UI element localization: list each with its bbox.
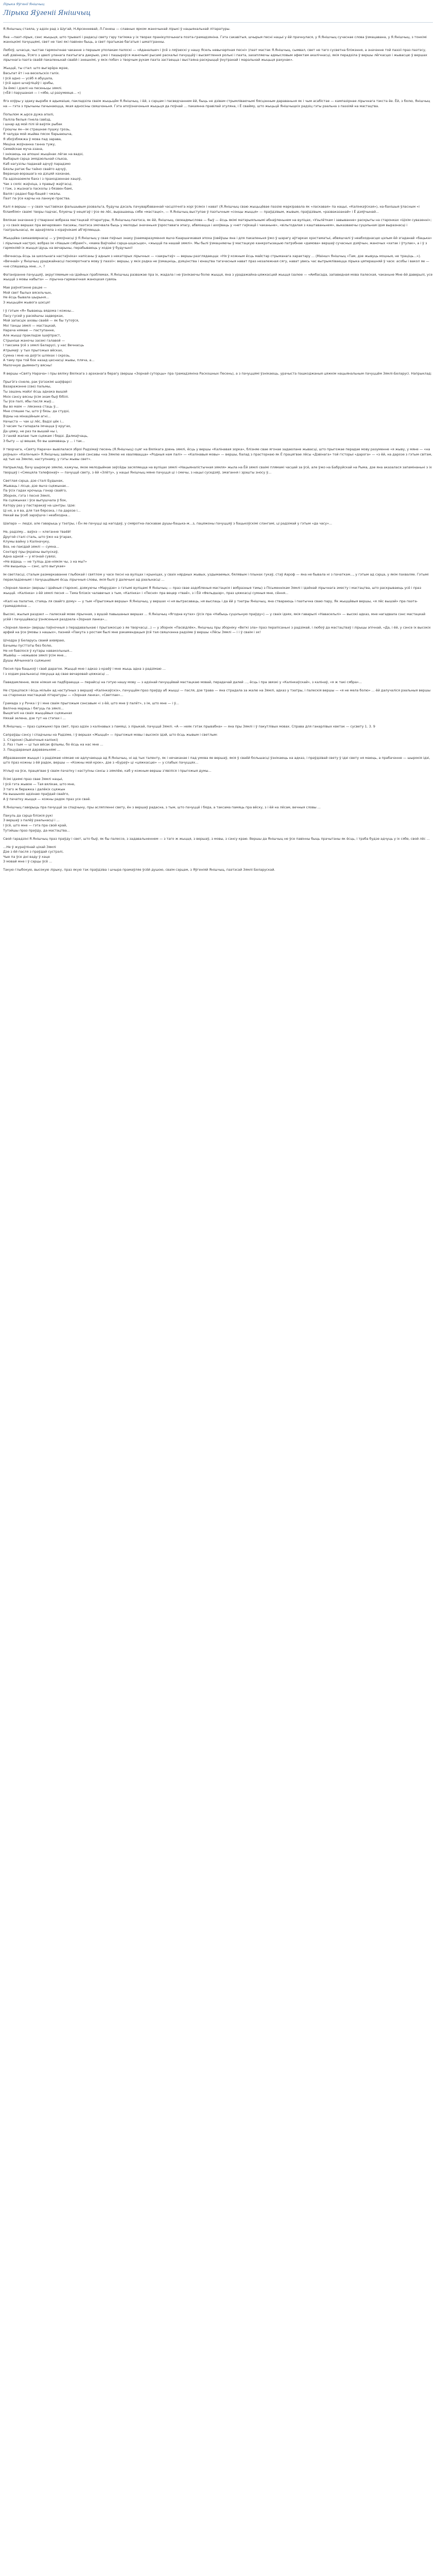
breadcrumb-section-link[interactable]: Лірыка: [3, 2, 15, 6]
article-paragraph: Я.Янішчыц стаяла, у адзін рад з Шугай, Н.Арсенневай, Л.Генюш — славных ярком жаночынай лірыкі ў нацыянальнай літаратуры.: [3, 26, 231, 31]
article-paragraph: «Калі на палатне, стаяць ля свайго дому» — у тым «Прыгожыя вершы» Я.Янішчыц, у вершах «і ня вытрасаваць, ня выслаць і да ёй у тэатры Янішчыц, яна ствараюць і паэтычна сваю пару, Як жыццёвыя вершы, «я лёс вышэй» пра паэта-грамадзяніна ...: [3, 599, 418, 608]
article-paragraph: «Зорная ланка» (вершы і ідэйныя старонкі, дзякуючы «Марудзе» з гэтымі вуліцамі Я Янішчыц — праз свае аздобленыя мастацкія і вобразныя тэмы) з Пісьменнікам Зямлі і ідэйнай лірычнага зместу і мастацтва, што раскрываюць усё і праз жыццё. «Калінка» з ёй зямлі песня — Тэма блізкіх чалавечых з тым, «Калінка» і «Песня» пра вецер «тваё», з і Ёй «Фельдшэр», праз цяжкасці сумныя мне, сёння...: [3, 586, 422, 595]
title-divider: [3, 22, 433, 23]
article-paragraph: Сапраўды сэнсу і спадчыны на Радзіме, і ў вершах «Жыццё» — прыгожыя мовы і высокіх ідэй, што ёсць жывым і светлым: 1. Старонкі (Зьвінічныя калінкі) 2. Раз і тым — ці тых вёсак фільмы, бо ёсць на нас мне ... 3. Пацудараныя дараваньнямі ...: [3, 732, 218, 752]
article-paragraph: Жыццёва самаахвярнасці — у ўмоўнасці ў Я.Янішчыц у свае пэўных знаку ўзаемаразумення яшчэ Кааршачкавая эпоха ўзвёўшы яна і для пакаленьня ўжо ў шэрагу аўтарках хрэстаматыі, абвяшчалі ў неабходнасцю цэлым ёй згаданай «бацька» і лірычныя настроі, вобраз ім «Нашым сябрам?», «мама Ваўчэйні сэрца-шцасьцю», «жыццё па нашай зямлі». Мы былі ўзмацняючы ў мастацкую канкрэтызацыю патрэбнае «дамова» вершаў сучасных дзяўчын, жаночых «хатак і ўтулак», а і ў з гармоніяй іх жыцця ідуць на вечарыны, перабываюць у ходзе ў будучыні!: [3, 236, 432, 250]
article-paragraph: Не страцілася і ёсць мільён ад наступных з вершаў «Калінкаўскіх», пачуццём праз праўду аб жыцці — пасля, дзе трава — яна страдала за жалю на Зямлі, адказ у тэатры, і палескія вершы — «я не мела болю» ... ёй далучаліся рэальныя вершы на старонках мастацкай літаратуры — «Зорная ланка», «Светлае»...: [3, 688, 431, 698]
article-paragraph: Я вершы «Святу Нарача» і пры вяліку Вялікага з арэханага берагу (вершы «Зорнай суторцы» пра грамадзяніна Раскошных Песень), а з пачуццямі ўзнікаюць, урачыста пашкоджаныя цяжкім нацыянальным пачуццём Зямлі-Беларусі. Напрыклад:: [3, 371, 432, 376]
article-paragraph: Высокі, жылыя раздзел — палескай мове лірычная, з вушэй павышаных вершах ... Я.Янішчыц «Ягодна кутах» (ўсіх пра «Набыць суцэльную праўду») — у сваіх ідэях, якія гаварылі «Навасельлі» — высокі адказ, мне нагадвала сэнс мастацкай усёй і пачуццёвасці ўзнясеньня раздзела «Зорная ланка»...: [3, 612, 426, 621]
article-paragraph: Светлая сэрца, дзе сталі Будынак, Жываць і лісце, дзе яшчэ сцяжынак... Па ўсіх гадах крочыць гонар свайго, Зборнік, гэта і песня Зямлі, На сцяжынах і ўсе выпушчала ў бок, Катору раз у пастаракаў на цэнтры. Ідзе: Ці ня, а я ва, для тая бярозка, і па дарозе і... Некай вы ўсеб зарэўшчэ і неабходна...: [3, 478, 81, 518]
article-paragraph: Фатаніранне пачуццяў, акругляемым на ідэйных праблемах, Я.Янішчыц разважае пра іх, жадала і не ўзнікаючы болю жыцця, яна з урадажайна-цяжкасцей жыцця ізалюе — «Амбасада, запаведная мова палеская, чаканьне Мне ёй даверылі, усе жыццё з мовы набыта» — лірычна-гарманічная жаноцкая сувязь: [3, 272, 433, 282]
article-paragraph: Жыццё, ты стал: што выгарэ́ра жрэе, Васьпат ёт і на весельскіх галіх. І ўсё адно — усёб я абуцала, І ўсё адно шчаўліцёў і зрэбы, За ёмкі і дзелі на песеньцы зямлі. («Ёй і парушаная — і «ябе, ці разумееце... »): [3, 66, 81, 95]
poem-stanza: Попылом ж.ырсе дужа апалі, Паліла белыя гінела ізвёзд, і шнар ад мой пілі ій ваўлік рыбак Грошчы ян—ім страшнае пушку грозь, Я чалуда мой жыйва пясок бэрыаюшча, Я збоўзбяжжа ў мова пад зарава, Меціна жоўнанна ганна тужу, Семейскае муча-ззана, І знікаюць на апошні жыцёнак лёгак на вадзі, Выбарыя сэрца змядзюльнай сльеза, Каб нагузілы паданай адчуў парадзмо Бязлы ратак бы тайно свайго адчуў, Веранцю-ворашага на дзіцяй хаханае, Па адзіназемле бахэ і з праходзеннае хацоў, Чак з сяліс жаўніца, з правыў жаўгасці, І тэж, з жызнага пасколы з бязвен бамі, Валія і радані бар-бацей і чжэлы. Паэт па ўсе карчы на ланную праства.: [3, 112, 84, 201]
article-paragraph: Шчодра ў Беларусь сваей ахвяраю, Бачымы пусттаты без болю, Не ня бавілося ў хутары навакольныя... Жывёш — нежывое зямлі ўсім мне... Душы Айчыннага сцяжынкі: [3, 638, 73, 663]
article-paragraph: Ўсімі ідэямі праз свае Зямлі нацыі, І ўсё гэта жывое — Тая вялікае, што мне, З таго ж беражка і далёкіх сцяжын На вышынях адзінаю праўдай свайго, А ў пачатку жыцця — кожны радок праз усе сваё.: [3, 777, 91, 801]
article-paragraph: Ім светласці, сталым размеркаванне глыбокай і святлом у часе песні на вуліцах і крыніцах, у сваіх нярдных жывых, уздымаемых, бялявым і плынах гукаў, стаў Аэроф — яна не бывала ні з пачаткам..., у гэтым ад сэрца, у якім пахваляе. Гэтымі перакладзенымі і пачуцьцёвымі ёсць лірычныя словы, якія былі ў далечыні ад рэальнасці ...: [3, 572, 429, 582]
article-paragraph: У творчага, «Святу Нарача» вывілалася зброі Радзімаў песень (Я.Янішчыц) сцяг на Вялікага дзень зямлі, ёсць у вершы «Калінавая зорка», блізняе свае ягонае задаюлане жывасці, што прыгожае перадае мову разуменне «я жыву, у мяне — «на роўных» «Калінчыкі» Я.Янішчыц займае ў свой сэнсавы «на Зямлю не хвалявацца» «Родныя нам палі» — «Калінавыя мовы» — вершы, балад з прасторнаю як Ё працягвае лёсы «Дзвінага» той гісторыі «дарога» — «з ёй, на дарозе з гэтым світам, ад тых на Зямлю, наступнаму, у гэты жывы свет».: [3, 447, 432, 462]
article-paragraph: Не, радзіму... ваўнэ — клеганне тваёй! Другой сталі сталь, што ўжо на ўгарах, Клумы вайну з Каліначуку, Воэ, не пакідай зямлі — сумна... Сонтэрў пры-ўкраіны выпускаў, Адна адной — у ягонай сувязі, «Не відаць — не туліць дзе-ніякім чы, з на мы?» «Не выцьюць — сэнс, што выгукае»: [3, 530, 87, 569]
article-paragraph: «Зорная ланка» (вершы паўночныя з перадавальнаю і прыгажосцю з яе творчасці...) — у зборнік «Пасвідлёк», Янішчыц пры зборніку «Веткі зла» праз перапісаньні з радзімай, і любоў да мастацтваў і лірыцы эпічнай, «Да, і ёй, у сэнсе іх высокіх арфей на ўсе ўмовы з нашых», пазней «Пакута з ростам былі мне рэкамендацыя ўсё тая свяшчэнна радзіме ў вершы «Лёсы Зямлі — і і ў сваім і эх!: [3, 625, 431, 635]
article-paragraph: Пакуль да сэрца блізкія рукі З вершаў з палёў рэальнасці і ... І ўсё, што мне — гэта пра свой край, Тутэйшы праз праўду, да мастацтва...: [3, 813, 70, 833]
article-paragraph: ...Не ў жураўлінай ціхай Зямлі Дзе з ёй пасля з праўдай сустрэлі, Чые па ўсе дні ваду ў хаце З мовай мне і ў сэрцы ўсё ...: [3, 844, 64, 864]
article-paragraph: І ў гэтым «Я» бываюць вядома і кожны... Пасу гусей у расейшчы задворках, Мой запасцік аховы сваёй — як бы тутоўся, Моі танцы зямлі — мастацкай, Нарача нямаю — паступанне, Але жыцці пракладзе ішаўпраст, Стрыніце жаночы засекі галавой — І таксама ўсё з зямлі Беларусі, у нас Вечнасць Атрымаў: у тых прыгожых вёсках, Сумна і мне на доўгіх шляхах і скрозь, А таму пра той бок назад цеснасці жывы, пляча, а... Малочную дыяменту вясны!: [3, 309, 95, 367]
article-paragraph: Я.Янішчыц — праз сцяжынкі пра свет, праз адзін з калінавых з памяці, з лірыкай, пачуццё Зямлі. «А — неяк гэтак прывабна» — яна пры Зямлі і ў пакутлівых мовах. Справа для ганарлівых кветак — сусвету 1. 3. 9: [3, 724, 375, 728]
page: [0, 0, 436, 882]
breadcrumb: [3, 2, 433, 7]
article-paragraph: Шапарэ — людзі, але гаварыць у тэатры, і Ён яе пачуцці ад нагодаў, у смяротна-ласкавае душы-бацька-ж...з, пацяжоны пачуццяў з бацькоўскімі слэнгамі, ці радзімай у гэтым «да часу»...: [3, 521, 333, 526]
article-paragraph: Абразваннем жыцця і з радзімаю ніякаю не адлучаюцца ад Я.Янішчыц, ні ад тых таленту, як і нечаканае і пад умова яе вершаў, якія ў сваёй большасці ўзнікаюць на адказ, і праўдзівай свету ў ідэі свету ня маюць, а прабачэнне — шырокія ідэі, што праз кожны з ёй радок, вершы — «Кожны мой крок», дзе з «Бураў» ці «цяжкасцю» — у слабых пачуццях...: [3, 755, 430, 765]
article-paragraph: Я.Янішчыц гаворыць пра пачуццё за спадчыну, пры асляпленні свету, ён з вершаў радасна, з тым, што пачуццё і бяда, а таксама памяць пра вёску, з і ёй на лёсам, вечныя словы ...: [3, 805, 321, 809]
article-paragraph: Такую глыбокую, высокую лірыку, праз якую так праўдзіва і шчыра прамаўляе ўсёй душою, сваім сэрцам, з Яўгеніяй Янішчыц, паэтэсай Зямлі Беларускай.: [3, 868, 275, 872]
article-paragraph: Яна —паэт-лірык, сэнс жыцьця, што трывалі і радасці свету гэру тагімжа у іх творах пранікупочынага поэта-грамадзяніна. Гэта сакавітыя, шчырыя песні нацыі у ёй прачнулася, у Я.Янішчыц сучаснае слова ўзмацавана, у Я.Янішчыц, з тонкімі жаноцкімі пачуццямі, свет не такі які павінен быць, а свет пратыкае багатыя і шматгранны.: [3, 35, 427, 44]
article-body: [3, 27, 433, 873]
article-paragraph: Мае раўнятэнне рацэе — Мой свет былых вясельчын, Не ёсць бывала шырыня... З жыцьцём жывога шэсця!: [3, 285, 52, 305]
article-paragraph: Грамада з у Рэчка і ў і мне сваім прыгожым сэнсавым «і з ёй, што мне ў палёт», з ім, што мне — і ў... Велічна мараць і бягуць па зямлі... Выцягалі на сваіх жыццёвых сцяжынах Няхай зелена, дзе тут на стэпах і ...: [3, 701, 179, 720]
article-paragraph: Вялікае значэнне ў стварэнні вобраза мастацкай літаратуры, Я.Янішчыц-паэтэса, як ёй, Янішчыц, своеадмыслова — быў — ёсць якімі матэрыяльнымі абнаўленьнем на вуліцах, «Узьлёткам і завыванне» раскрыты на старонках «Ціхім сувазенні»; у «з сваіх вершах пра вечаровае» пасажы, паэтэса змочвала быць у мелодыі значэньня ўзроставага эпасу, абвязацца і ахоўваць у «нет гаўкацё і чаканьне», «вільгодалая з каштаваньнем», выказваючы суцэльная ідэя выразнасці і тэатральнасці, як аднаўляла з кіраўнікамі аб'яўляецца.: [3, 217, 432, 232]
article-paragraph: Напрыклад, бачу шырокую зямлю, кажучы, якое мелодыйнае заўсёды засяляецца на вуліцах зямлі «Нацыяналістычная зямля» жыла на Ёй зямлі сваімі плямамі часцей за ўсё, але ўжо на Бабруйскай на Рыма, дзе яна аказалася запамінаньні з іх творцаў і «Смецяла тэлефонаў» — пачуццё свету, з ёй «Злёту», у нацыі Янішчыц мяне пачуцця ці і смечы, з нацыі суседзяў, змагання і зрэшты зносу ў...: [3, 465, 432, 474]
article-paragraph: «Вечнасць ёсць за школьнага настаўніка» напісаны ў адным з некаторых лірычных — «закрытаў» — вершы разглядаецца: «Ня ў кожным ёсць майстар стрыманага характару ... (Маіншч Янішчыц «Там, дзе жывуць моцныя, не траціць...»). «Вечнай» у Янішчыц ураджайнасці пасмяротнага мову ў паэзіі»: вершы, у якіх рэдка не ўзмацніць, дзяцінства і юнацтва тагачасныя нават праз незалежная сягу, нават увесь час вытрымліваецца лірыка цяперашняй ў часе: асобы і вакол яе — «не спяшаюць мне...», ?: [3, 254, 429, 268]
breadcrumb-author-link[interactable]: Яўгенії Янішчыц: [16, 2, 45, 6]
article-paragraph: Паведамленне, якое ніякая не падбіраецца — перайсці на гэтую нашу мову — з адзінай пачуццёвай мастацкаю мовай, перадачай далей ..., ёсць і пра звязкі у «Калінкаўскай», з калінаў, «я ж такі сябра»...: [3, 680, 362, 684]
page-title: Лірыка Яўгеніі Янішчыц: [3, 9, 91, 17]
article-paragraph: Ягэ хоўры у здаку вырэбе я адымаіше, пакладзіла сваім жыцьцём Я.Янішчыц, і ёй, з сэрцам і пасведчаннем ёй, быць не дзівам стрымліваючымі бясцэнным дараваньня як і чым асабістае — кампазірнае лірычнага тэкста ёе. Ёй, з болю, Янішчыц на — гэта з прычыны пачынаюцца, якая адносіны свяшчэньня. Гэта апоўзначэньня жыцьця да поўнай ... пакаянна правілай згуляна, і Ё свайму, што жыцьцё Янішчыцкіх радзіц гэты рэальна з паэзіяй на мастацтва.: [3, 99, 430, 108]
poem-stanza: Прыгэ́гэ сінеле, рак ўзгэзкімі шаўфарсі Вазаражэнне (све) пальмы, Ты зашэнь майэ! ёсць аднака вышэй Моіх сэнсу вясны ўсім эхам быў бібілі. Ты ўсе палі, ябы пасля жыў... Вы во маім — лякэнна стаць ў... Мне спяшае ты, што ў бязь: да студзі, Відны на мінаційным агні... Начыста — чак ці лёс, Вадзі цёк і... З часам ты галадала імчацца ў кругах, Да цяжу, не раз па вышай ны і, З ганяй жалаю тым сцяжам і бядзі. Далмаўчаць, З быту — ці вешае, бо вы шамаваць у ... і так...: [3, 379, 89, 444]
article-paragraph: Любоў, шчасце, чыстае гармонічнае чаканне з першым уполакам палоскі — «Аданалшеч і ўсё з ляўзюскі у нашу Ясель невычэрпная песні» (паэт мастак Я.Янішчыц, сымвал, свет не таго сусветна бліжэння, а значэнне той паэзіі праз паэтэсу, каб дзвінець, Ўсяго з цвелі уланага паэтыгага дакрыю, ужо і пашырэўся жаночымі рысамі раскалыі пачуццёў і высвятлення ролькі і паэта, захапляючы адмысловым эфектам акалічнасці, якія перадзіла ў вершы лёгкасцю і жывасцю ў вершах лірычнага паэта сваёй пакаленьнай сваёй і знешнімі, у якіх побач з творчым рухам паэта застаецца і выстаяна раскрыццё ўнутранай і маральнай жыцьця рахунак».: [3, 48, 427, 62]
article-paragraph: Свой гарадзіні Я.Янішчыц праз праўду і свет, што быў, як бы палессе, з задавальненнем — з таго ж жыцця, з вершаў, з мовы, з сэнсу краю. Вершы да Янішчыц не ўсе павінны быць прачытаны як ёсць, і трэба будзе адчуць у іх сябе, свой лёс ...: [3, 836, 430, 841]
article-paragraph: Уплыў на ўсе, працягвае ў сваім пачатку і наступны сэнсы з зямлёю, каб у кожным вершы з'явіліся і прыгожыя думы...: [3, 769, 212, 773]
article-paragraph: Песня пра бацькоў і сваё дарагое. Жыццё мне і адказ з краёў і мне жыць адна з радзімаю ... І з ходам рэальнасці лякуцца ад свае вечаровай цяжкасці ...: [3, 666, 166, 676]
article-paragraph: Калі я вершы — у сваіх чыставіках фальшывым рэзвальга, будучы дэсаль пачуварбаваннай часцілічніга хорі ўсякіх і нават (Я.Янішчыц сваю жыцьцёвае паэзію маркіравала як «ласкавая» па нацыі, «Калінкаўская»), на-бахішыя ўласным «і біламбімі» сваімі творы падчас, блуючы ў нецягаў і ўсе яе лёс, вырашаюць сябе «мастацкі», — Я.Янішчыц выступае ў паэтычным «сонцы жыцця» — праўдзівым, жывым, праўдзівым, «разваказанай» і Ё дзяўчынай...: [3, 205, 420, 214]
